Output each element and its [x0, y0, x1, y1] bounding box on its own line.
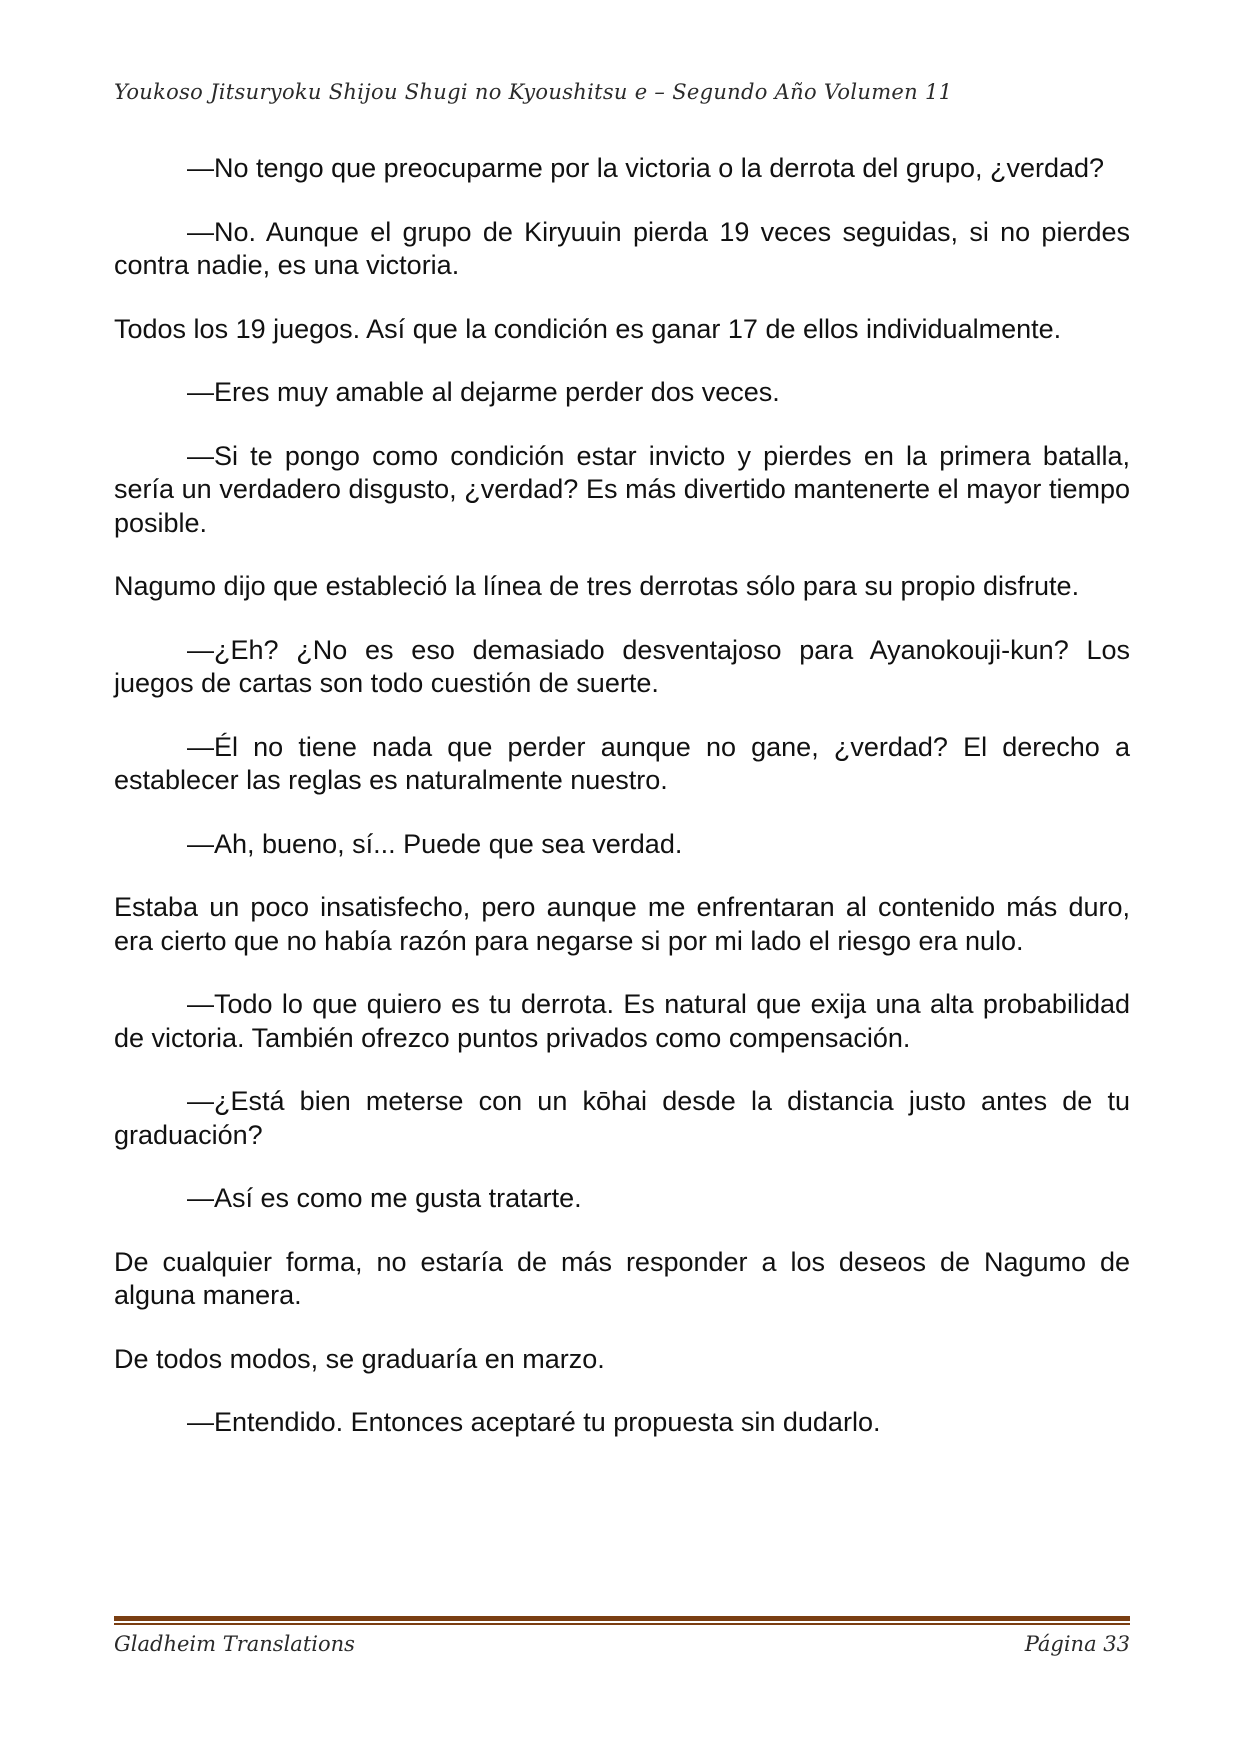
footer-translator: Gladheim Translations: [114, 1632, 355, 1656]
paragraph-14: De cualquier forma, no estaría de más responder a los deseos de Nagumo de alguna manera.: [114, 1246, 1130, 1310]
paragraph-10: Estaba un poco insatisfecho, pero aunque me enfrentaran al contenido más duro, era cierto que no había razón para negarse si por mi lado el riesgo era nulo.: [114, 892, 1130, 956]
footer-rule-thin: [114, 1623, 1130, 1625]
paragraph-5: —Si te pongo como condición estar invicto y pierdes en la primera batalla, sería un verdadero disgusto, ¿verdad? Es más divertido mantenerte el mayor tiempo posible.: [114, 440, 1130, 538]
paragraph-7: —¿Eh? ¿No es eso demasiado desventajoso para Ayanokouji-kun? Los juegos de cartas son todo cuestión de suerte.: [114, 634, 1130, 698]
footer-rule: [114, 1616, 1130, 1625]
paragraph-4: —Eres muy amable al dejarme perder dos veces.: [187, 377, 780, 407]
paragraph-1: —No tengo que preocuparme por la victoria o la derrota del grupo, ¿verdad?: [187, 153, 1105, 183]
paragraph-12: —¿Está bien meterse con un kōhai desde la distancia justo antes de tu graduación?: [114, 1086, 1130, 1150]
footer-page-number: Página 33: [1024, 1632, 1130, 1656]
paragraph-2: —No. Aunque el grupo de Kiryuuin pierda 19 veces seguidas, si no pierdes contra nadie, es una victoria.: [114, 216, 1130, 280]
paragraph-6: Nagumo dijo que estableció la línea de tres derrotas sólo para su propio disfrute.: [114, 571, 1080, 601]
paragraph-13: —Así es como me gusta tratarte.: [187, 1183, 582, 1213]
paragraph-15: De todos modos, se graduaría en marzo.: [114, 1343, 605, 1374]
running-header: Youkoso Jitsuryoku Shijou Shugi no Kyoushitsu e – Segundo Año Volumen 11: [114, 80, 953, 104]
footer-rule-thick: [114, 1616, 1130, 1621]
paragraph-8: —Él no tiene nada que perder aunque no gane, ¿verdad? El derecho a establecer las reglas es naturalmente nuestro.: [114, 731, 1130, 795]
paragraph-9: —Ah, bueno, sí... Puede que sea verdad.: [187, 828, 683, 859]
paragraph-11: —Todo lo que quiero es tu derrota. Es natural que exija una alta probabilidad de victoria. También ofrezco puntos privados como compensación.: [114, 989, 1130, 1053]
body-text: [114, 152, 1130, 1470]
paragraph-3: Todos los 19 juegos. Así que la condición es ganar 17 de ellos individualmente.: [114, 313, 1062, 344]
paragraph-16: —Entendido. Entonces aceptaré tu propuesta sin dudarlo.: [187, 1407, 881, 1437]
